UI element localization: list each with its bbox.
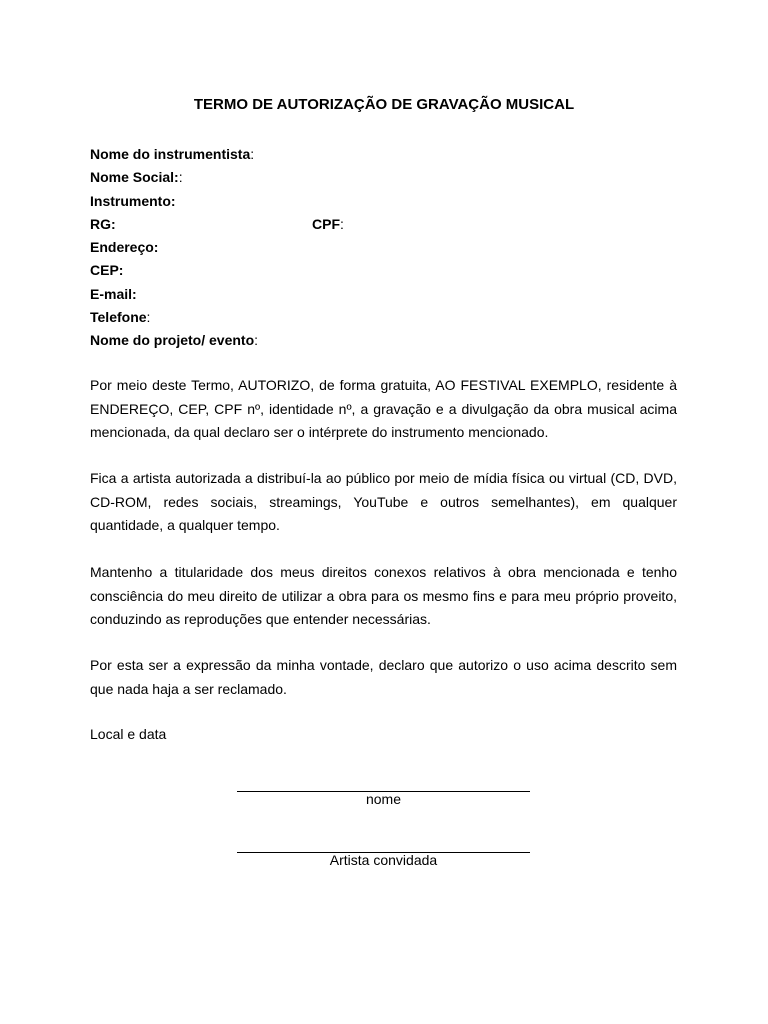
paragraph-rights: Mantenho a titularidade dos meus direitos conexos relativos à obra mencionada e tenho consciência do meu direito de utilizar a obra para os mesmo fins e para meu próprio proveito, conduzindo as reproduções que entender necessárias. xyxy=(90,564,677,627)
field-suffix: : xyxy=(250,146,255,162)
field-instrumento xyxy=(90,191,680,214)
field-suffix: : xyxy=(340,215,344,232)
field-telefone xyxy=(90,307,680,330)
field-suffix: : xyxy=(254,332,259,349)
paragraph-declaration: Por esta ser a expressão da minha vontade, declaro que autorizo o uso acima descrito sem que nada haja a ser reclamado. xyxy=(90,657,677,697)
field-label: Endereço: xyxy=(90,239,159,256)
field-projeto xyxy=(90,330,680,353)
field-label: E-mail: xyxy=(90,285,137,302)
field-label-cpf: CPF xyxy=(312,215,340,232)
field-label: CEP: xyxy=(90,262,124,279)
signature-caption-artist: Artista convidada xyxy=(329,852,438,868)
field-endereco xyxy=(90,237,680,260)
field-label: Instrumento: xyxy=(90,192,176,209)
field-label: Nome Social: xyxy=(90,169,179,186)
field-rg-cpf xyxy=(90,214,680,237)
paragraph-distribution: Fica a artista autorizada a distribuí-la ao público por meio de mídia física ou virtual (CD, DVD, CD-ROM, redes sociais, streamings, YouTube e outros semelhantes), em qualquer quantidade, a qualquer tempo. xyxy=(90,470,677,533)
field-email xyxy=(90,284,680,307)
field-label: Telefone xyxy=(90,309,147,326)
place-date: Local e data xyxy=(90,726,167,742)
paragraph-authorization: Por meio deste Termo, AUTORIZO, de forma gratuita, AO FESTIVAL EXEMPLO, residente à ENDEREÇO, CEP, CPF nº, identidade nº, a gravação e a divulgação da obra musical acima mencionada, da qual declaro ser o intérprete do instrumento mencionado. xyxy=(90,377,677,440)
field-cpf xyxy=(312,214,344,234)
field-nome-social xyxy=(90,167,680,190)
field-suffix: : xyxy=(178,169,183,186)
signature-caption-name: nome xyxy=(365,791,402,807)
field-instrumentista xyxy=(90,144,680,167)
field-label: Nome do instrumentista xyxy=(90,146,251,162)
document-title: TERMO DE AUTORIZAÇÃO DE GRAVAÇÃO MUSICAL xyxy=(193,96,575,113)
form-fields xyxy=(90,144,680,354)
field-label-rg: RG: xyxy=(90,215,116,232)
field-label: Nome do projeto/ evento xyxy=(90,332,255,349)
field-cep xyxy=(90,260,680,283)
field-suffix: : xyxy=(146,309,151,326)
